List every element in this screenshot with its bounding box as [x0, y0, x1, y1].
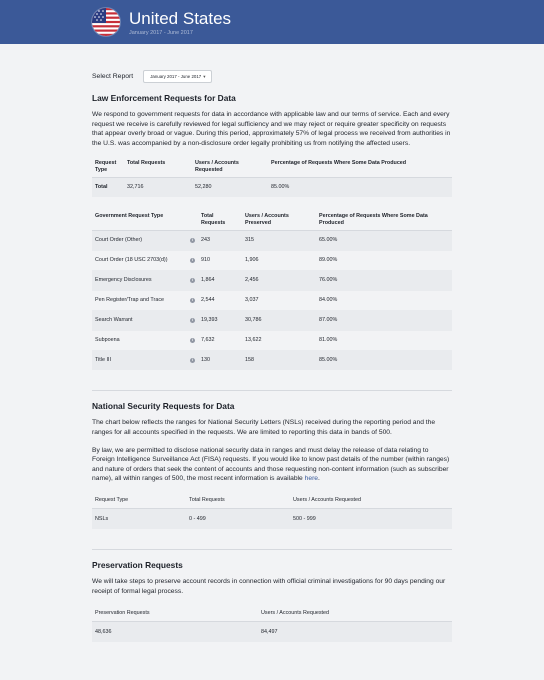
table-row: [92, 509, 452, 530]
request-type: Court Order (18 USC 2703(d)): [95, 257, 168, 264]
column-header: Users / Accounts Requested: [258, 605, 452, 622]
preservation-table: [92, 605, 452, 643]
table-row: [92, 331, 452, 351]
info-icon[interactable]: i: [190, 298, 195, 303]
table-cell: 30,786: [242, 311, 316, 331]
table-cell: 65.00%: [316, 231, 452, 251]
table-cell: 2,544: [198, 291, 242, 311]
law-summary-table: [92, 156, 452, 197]
table-cell: 87.00%: [316, 311, 452, 331]
table-row: [92, 622, 452, 643]
section-divider: [92, 390, 452, 391]
request-type-cell: [92, 351, 198, 371]
table-row: [92, 311, 452, 331]
column-header: Government Request Type: [92, 209, 198, 231]
table-cell: 13,622: [242, 331, 316, 351]
info-icon[interactable]: i: [190, 278, 195, 283]
table-cell: 48,636: [95, 628, 112, 635]
table-cell: 52,280: [192, 178, 268, 198]
page-header: [0, 0, 544, 44]
table-row: [92, 291, 452, 311]
table-cell: 76.00%: [316, 271, 452, 291]
national-description-1: The chart below reflects the ranges for National Security Letters (NSLs) received during the reporting period and the ranges for all accounts specified in the requests. We are limited to reporting this data in bands of 500.: [92, 419, 436, 436]
table-cell: 84.00%: [316, 291, 452, 311]
national-security-table: [92, 492, 452, 530]
table-row: [92, 251, 452, 271]
fisa-info-link[interactable]: here: [304, 475, 319, 483]
table-cell: NSLs: [95, 515, 109, 522]
info-icon[interactable]: i: [190, 338, 195, 343]
request-type: Title III: [95, 357, 111, 364]
table-cell: 84,497: [261, 628, 278, 635]
table-cell: Total: [92, 178, 124, 198]
request-type-cell: [92, 311, 198, 331]
table-row: [92, 231, 452, 251]
national-section-title: National Security Requests for Data: [92, 401, 235, 412]
column-header: Percentage of Requests Where Some Data Produced: [316, 209, 452, 231]
us-flag-icon: [92, 8, 120, 36]
table-cell: 500 - 999: [293, 515, 316, 522]
column-header: Total Requests: [186, 492, 290, 509]
preservation-section-title: Preservation Requests: [92, 560, 183, 571]
table-row: [92, 178, 452, 198]
table-cell: 19,393: [198, 311, 242, 331]
column-header: Percentage of Requests Where Some Data Produced: [268, 156, 452, 178]
request-type: Search Warrant: [95, 317, 133, 324]
law-section-title: Law Enforcement Requests for Data: [92, 93, 236, 103]
main-content: [92, 44, 452, 642]
info-icon[interactable]: i: [190, 258, 195, 263]
government-requests-table: [92, 209, 452, 370]
table-cell: 2,456: [242, 271, 316, 291]
column-header: Request Type: [92, 492, 186, 509]
table-cell: 1,906: [242, 251, 316, 271]
table-cell: 32,716: [124, 178, 192, 198]
request-type: Subpoena: [95, 337, 120, 344]
table-cell: 1,864: [198, 271, 242, 291]
request-type: Pen Register/Trap and Trace: [95, 297, 165, 304]
request-type-cell: [92, 271, 198, 291]
request-type-cell: [92, 231, 198, 251]
table-cell: 7,632: [198, 331, 242, 351]
report-period: January 2017 - June 2017: [129, 29, 193, 36]
preservation-description: We will take steps to preserve account records in connection with official criminal investigations for 90 days pending our receipt of formal legal process.: [92, 578, 446, 596]
request-type-cell: [92, 251, 198, 271]
page-title: United States: [129, 8, 232, 28]
law-description: We respond to government requests for data in accordance with applicable law and our terms of service. Each and every request we receive is carefully reviewed for legal sufficiency and we may reject or require greater specificity on requests that appear overly broad or vague. During this period, approximately 57% of legal process we received from authorities in the U.S. was accompanied by a non-disclosure order legally prohibiting us from notifying the affected users.: [92, 111, 451, 147]
table-row: [92, 351, 452, 371]
column-header: Users / Accounts Preserved: [242, 209, 316, 231]
sentence-end: .: [318, 475, 320, 483]
info-icon[interactable]: i: [190, 238, 195, 243]
table-cell: 85.00%: [268, 178, 452, 198]
table-cell: 89.00%: [316, 251, 452, 271]
column-header: Users / Accounts Requested: [192, 156, 268, 178]
select-report-label: Select Report: [92, 72, 134, 80]
table-cell: 158: [242, 351, 316, 371]
national-description-2: [92, 446, 452, 484]
chevron-down-icon: ▾: [203, 74, 206, 79]
table-cell: 130: [198, 351, 242, 371]
request-type: Emergency Disclosures: [95, 277, 152, 284]
dropdown-value: January 2017 - June 2017: [150, 74, 202, 79]
table-cell: 243: [198, 231, 242, 251]
table-cell: 85.00%: [316, 351, 452, 371]
column-header: Total Requests: [198, 209, 242, 231]
column-header: Users / Accounts Requested: [290, 492, 452, 509]
table-cell: 81.00%: [316, 331, 452, 351]
report-period-dropdown[interactable]: [143, 70, 212, 83]
section-divider: [92, 549, 452, 550]
national-description-text: By law, we are permitted to disclose national security data in ranges and must delay the release of data relating to Foreign Intelligence Surveillance Act (FISA) requests. If you would like to know past details of the number (within ranges) and nature of orders that seek the content of accounts and those requesting non-content information (such as subscriber name), all within ranges of 500, the most recent information is available: [92, 446, 450, 483]
table-cell: 0 - 499: [189, 515, 206, 522]
table-cell: 315: [242, 231, 316, 251]
column-header: Preservation Requests: [92, 605, 258, 622]
request-type: Court Order (Other): [95, 237, 143, 244]
column-header: Request Type: [92, 156, 124, 178]
request-type-cell: [92, 331, 198, 351]
request-type-cell: [92, 291, 198, 311]
table-cell: 910: [198, 251, 242, 271]
report-selector: [92, 70, 452, 83]
info-icon[interactable]: i: [190, 358, 195, 363]
table-row: [92, 271, 452, 291]
column-header: Total Requests: [124, 156, 192, 178]
table-cell: 3,037: [242, 291, 316, 311]
info-icon[interactable]: i: [190, 318, 195, 323]
